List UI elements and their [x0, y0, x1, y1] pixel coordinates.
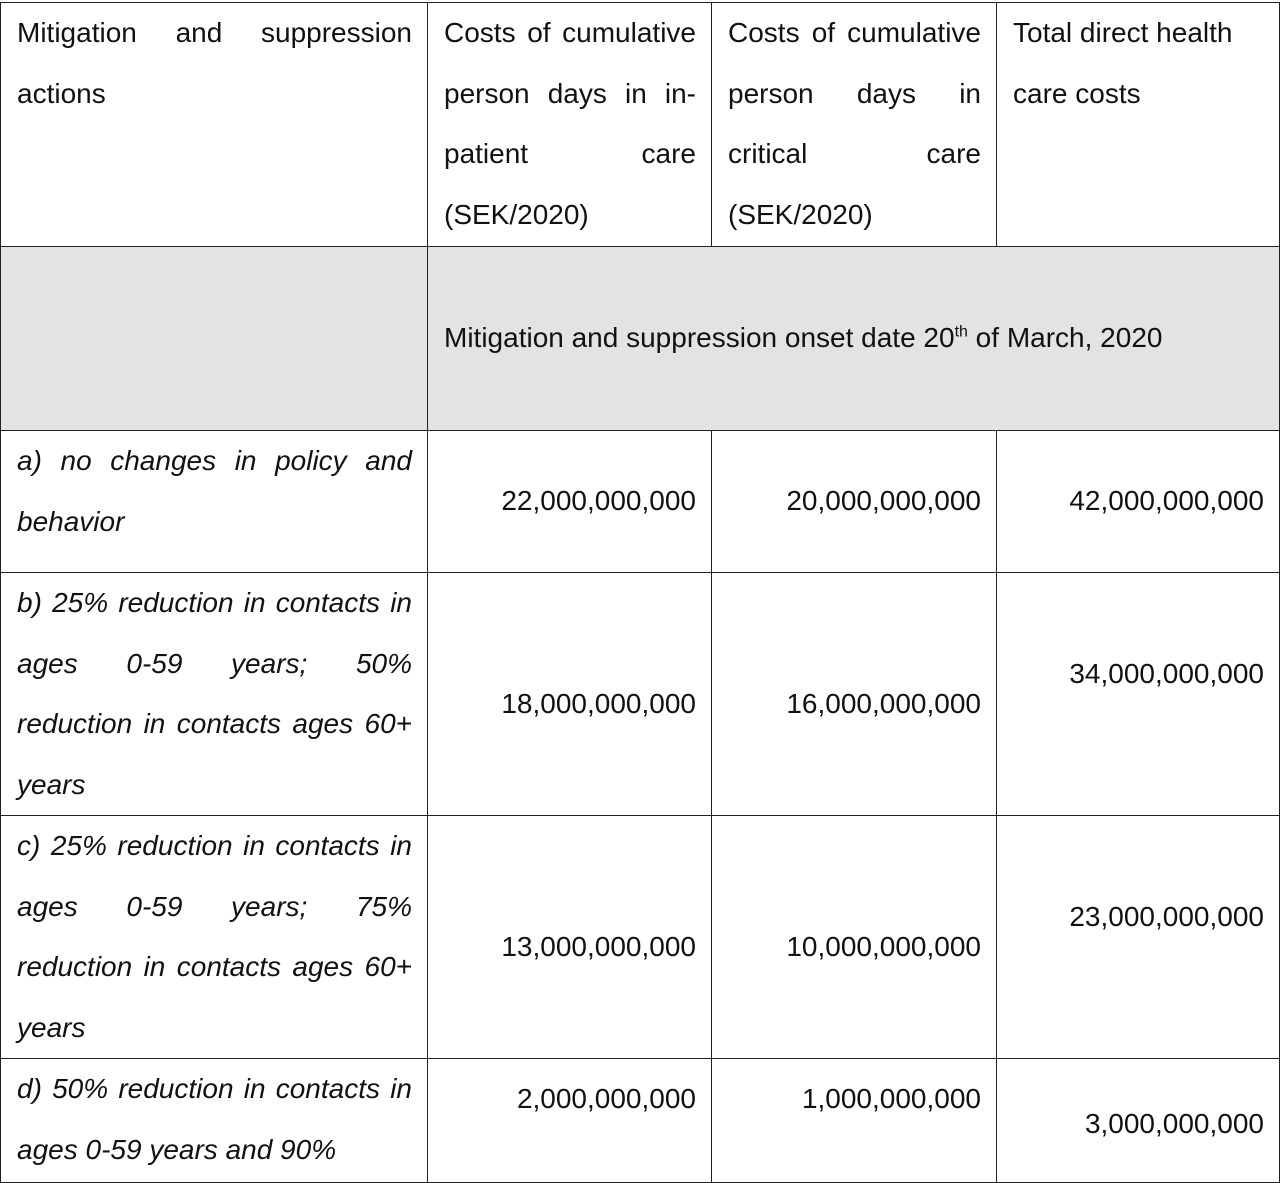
critical-cost-cell: 10,000,000,000: [712, 816, 997, 1059]
onset-superscript: th: [954, 323, 968, 341]
total-cost-cell: 23,000,000,000: [997, 816, 1280, 1059]
header-actions: Mitigation and suppression actions: [1, 3, 428, 247]
table-row: [1, 431, 1280, 573]
header-total-costs: Total direct health care costs: [997, 3, 1280, 247]
table-row: [1, 573, 1280, 816]
header-inpatient-costs: Costs of cumulative person days in in-patient care (SEK/2020): [428, 3, 712, 247]
total-cost-cell: 34,000,000,000: [997, 573, 1280, 816]
header-row: [1, 3, 1280, 247]
total-cost-cell: 3,000,000,000: [997, 1059, 1280, 1183]
inpatient-cost-cell: 2,000,000,000: [428, 1059, 712, 1183]
critical-cost-cell: 20,000,000,000: [712, 431, 997, 573]
band-empty-cell: [1, 247, 428, 431]
header-critical-costs: Costs of cumulative person days in critical care (SEK/2020): [712, 3, 997, 247]
onset-date-label: [428, 247, 1280, 431]
inpatient-cost-cell: 22,000,000,000: [428, 431, 712, 573]
critical-cost-cell: 16,000,000,000: [712, 573, 997, 816]
total-cost-cell: 42,000,000,000: [997, 431, 1280, 573]
onset-text-end: of March, 2020: [967, 322, 1163, 354]
action-cell: a) no changes in policy and behavior: [1, 431, 428, 573]
cost-table: [0, 2, 1280, 1183]
action-cell: b) 25% reduction in contacts in ages 0-59 years; 50% reduction in contacts ages 60+ years: [1, 573, 428, 816]
inpatient-cost-cell: 13,000,000,000: [428, 816, 712, 1059]
onset-text: Mitigation and suppression onset date 20: [444, 322, 955, 354]
table-row: [1, 1059, 1280, 1183]
critical-cost-cell: 1,000,000,000: [712, 1059, 997, 1183]
onset-band-row: [1, 247, 1280, 431]
table-row: [1, 816, 1280, 1059]
inpatient-cost-cell: 18,000,000,000: [428, 573, 712, 816]
action-cell: c) 25% reduction in contacts in ages 0-59 years; 75% reduction in contacts ages 60+ years: [1, 816, 428, 1059]
action-cell: d) 50% reduction in contacts in ages 0-59 years and 90%: [1, 1059, 428, 1183]
